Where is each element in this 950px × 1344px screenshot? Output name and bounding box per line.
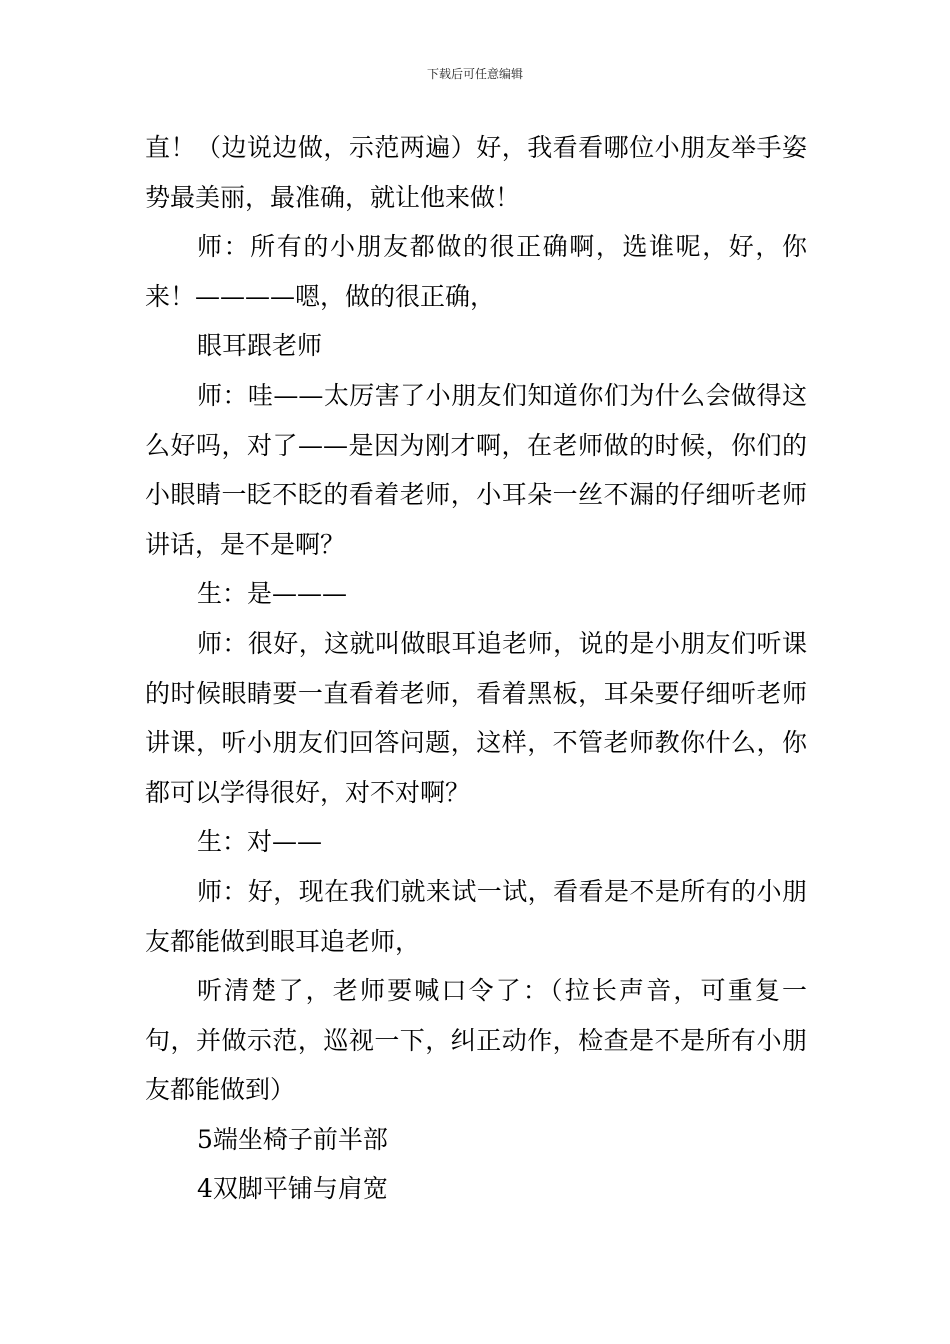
- page-header-note: 下载后可任意编辑: [426, 67, 523, 81]
- paragraph-7: 生：对——: [197, 827, 323, 857]
- paragraph-2: 师：所有的小朋友都做的很正确啊，选谁呢，好，你来！————嗯，做的很正确，: [145, 232, 807, 311]
- paragraph-1: 直！（边说边做，示范两遍）好，我看看哪位小朋友举手姿势最美丽，最准确，就让他来做！: [145, 133, 807, 212]
- paragraph-8: 师：好，现在我们就来试一试，看看是不是所有的小朋友都能做到眼耳追老师，: [145, 876, 807, 956]
- paragraph-6: 师：很好，这就叫做眼耳追老师，说的是小朋友们听课的时候眼睛要一直看着老师，看着黑板，耳朵要仔细听老师讲课，听小朋友们回答问题，这样，不管老师教你什么，你都可以学得很好，对不对啊？: [145, 628, 807, 807]
- paragraph-3: 眼耳跟老师: [197, 331, 323, 361]
- paragraph-11: 4双脚平铺与肩宽: [197, 1174, 388, 1204]
- paragraph-9: 听清楚了，老师要喊口令了：（拉长声音，可重复一句，并做示范，巡视一下，纠正动作，检查是不是所有小朋友都能做到）: [145, 976, 807, 1105]
- paragraph-10: 5端坐椅子前半部: [197, 1124, 388, 1154]
- paragraph-5: 生：是———: [197, 579, 348, 609]
- paragraph-4: 师：哇——太厉害了小朋友们知道你们为什么会做得这么好吗，对了——是因为刚才啊，在老师做的时候，你们的小眼睛一眨不眨的看着老师，小耳朵一丝不漏的仔细听老师讲话，是不是啊？: [145, 380, 807, 559]
- document-body: [145, 123, 807, 1214]
